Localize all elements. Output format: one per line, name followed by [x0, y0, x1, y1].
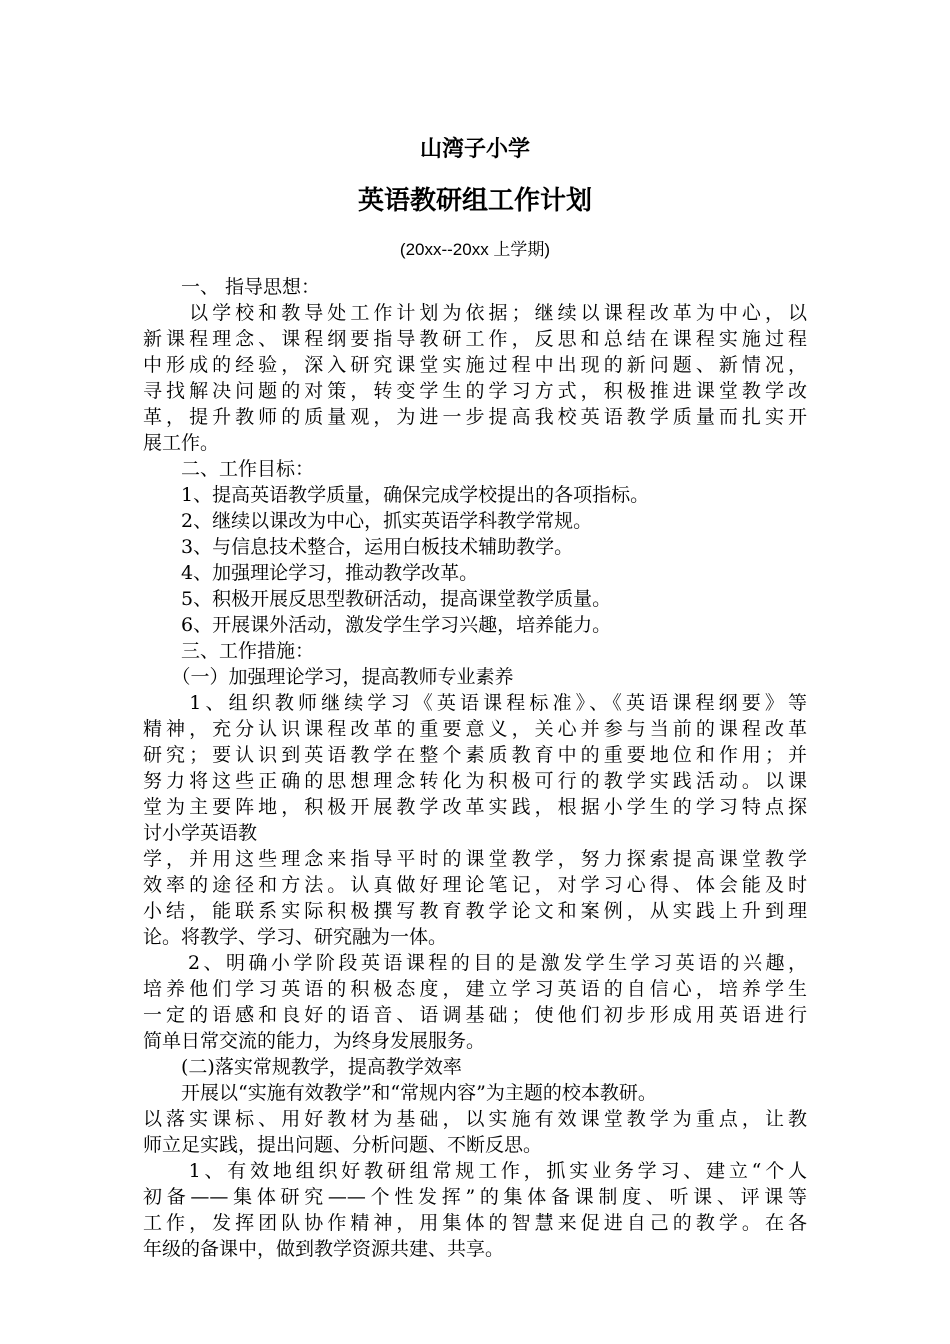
- text-line: 简单日常交流的能力，为终身发展服务。: [143, 1030, 486, 1052]
- text-line: 年级的备课中，做到教学资源共建、共享。: [143, 1238, 505, 1260]
- text-line: 论。将教学、学习、研究融为一体。: [143, 926, 448, 948]
- text-line: 寻找解决问题的对策，转变学生的学习方式，积极推进课堂教学改: [143, 380, 807, 402]
- text-line: 一、 指导思想：: [143, 276, 321, 298]
- text-line: 中形成的经验，深入研究课堂实施过程中出现的新问题、新情况，: [143, 354, 807, 376]
- text-line: 1、有效地组织好教研组常规工作，抓实业务学习、建立“个人: [143, 1160, 807, 1182]
- text-line: 一定的语感和良好的语音、语调基础；使他们初步形成用英语进行: [143, 1004, 807, 1026]
- text-line: 工作，发挥团队协作精神，用集体的智慧来促进自己的教学。在各: [143, 1212, 807, 1234]
- text-line: 革，提升教师的质量观，为进一步提高我校英语教学质量而扎实开: [143, 406, 807, 428]
- document-title: 英语教研组工作计划: [357, 185, 592, 215]
- term-subtitle: (20xx--20xx 上学期): [399, 240, 551, 259]
- text-line: 效率的途径和方法。认真做好理论笔记，对学习心得、体会能及时: [143, 874, 807, 896]
- text-line: 三、工作措施：: [143, 640, 315, 662]
- text-line: （一）加强理论学习，提高教师专业素养: [143, 666, 514, 688]
- text-line: 3、与信息技术整合，运用白板技术辅助教学。: [143, 536, 574, 558]
- text-line: 堂为主要阵地，积极开展教学改革实践，根据小学生的学习特点探: [143, 796, 807, 818]
- text-line: 6、开展课外活动，激发学生学习兴趣，培养能力。: [143, 614, 612, 636]
- text-line: 5、积极开展反思型教研活动，提高课堂教学质量。: [143, 588, 612, 610]
- text-line: (二)落实常规教学，提高教学效率: [143, 1056, 462, 1078]
- text-line: 学，并用这些理念来指导平时的课堂教学，努力探索提高课堂教学: [143, 848, 807, 870]
- document-body: [143, 274, 807, 1262]
- text-line: 展工作。: [143, 432, 220, 454]
- text-line: 讨小学英语教: [143, 822, 258, 844]
- text-line: 努力将这些正确的思想理念转化为积极可行的教学实践活动。以课: [143, 770, 807, 792]
- text-line: 初备——集体研究——个性发挥”的集体备课制度、听课、评课等: [143, 1186, 807, 1208]
- text-line: 师立足实践，提出问题、分析问题、不断反思。: [143, 1134, 543, 1156]
- text-line: 培养他们学习英语的积极态度，建立学习英语的自信心，培养学生: [143, 978, 807, 1000]
- text-line: 1、提高英语教学质量，确保完成学校提出的各项指标。: [143, 484, 650, 506]
- text-line: 二、工作目标：: [143, 458, 315, 480]
- text-line: 研究；要认识到英语教学在整个素质教育中的重要地位和作用；并: [143, 744, 807, 766]
- text-line: 精神，充分认识课程改革的重要意义，关心并参与当前的课程改革: [143, 718, 807, 740]
- text-line: 1、组织教师继续学习《英语课程标准》、《英语课程纲要》等: [143, 692, 807, 714]
- text-line: 2、继续以课改为中心，抓实英语学科教学常规。: [143, 510, 593, 532]
- text-line: 小结，能联系实际积极撰写教育教学论文和案例，从实践上升到理: [143, 900, 807, 922]
- text-line: 新课程理念、课程纲要指导教研工作，反思和总结在课程实施过程: [143, 328, 807, 350]
- text-line: 以落实课标、用好教材为基础，以实施有效课堂教学为重点，让教: [143, 1108, 807, 1130]
- text-line: 2、明确小学阶段英语课程的目的是激发学生学习英语的兴趣，: [143, 952, 807, 974]
- text-line: 4、加强理论学习，推动教学改革。: [143, 562, 479, 584]
- text-line: 开展以“实施有效教学”和“常规内容”为主题的校本教研。: [143, 1082, 657, 1104]
- school-name: 山湾子小学: [419, 136, 530, 161]
- text-line: 以学校和教导处工作计划为依据；继续以课程改革为中心，以: [143, 302, 807, 324]
